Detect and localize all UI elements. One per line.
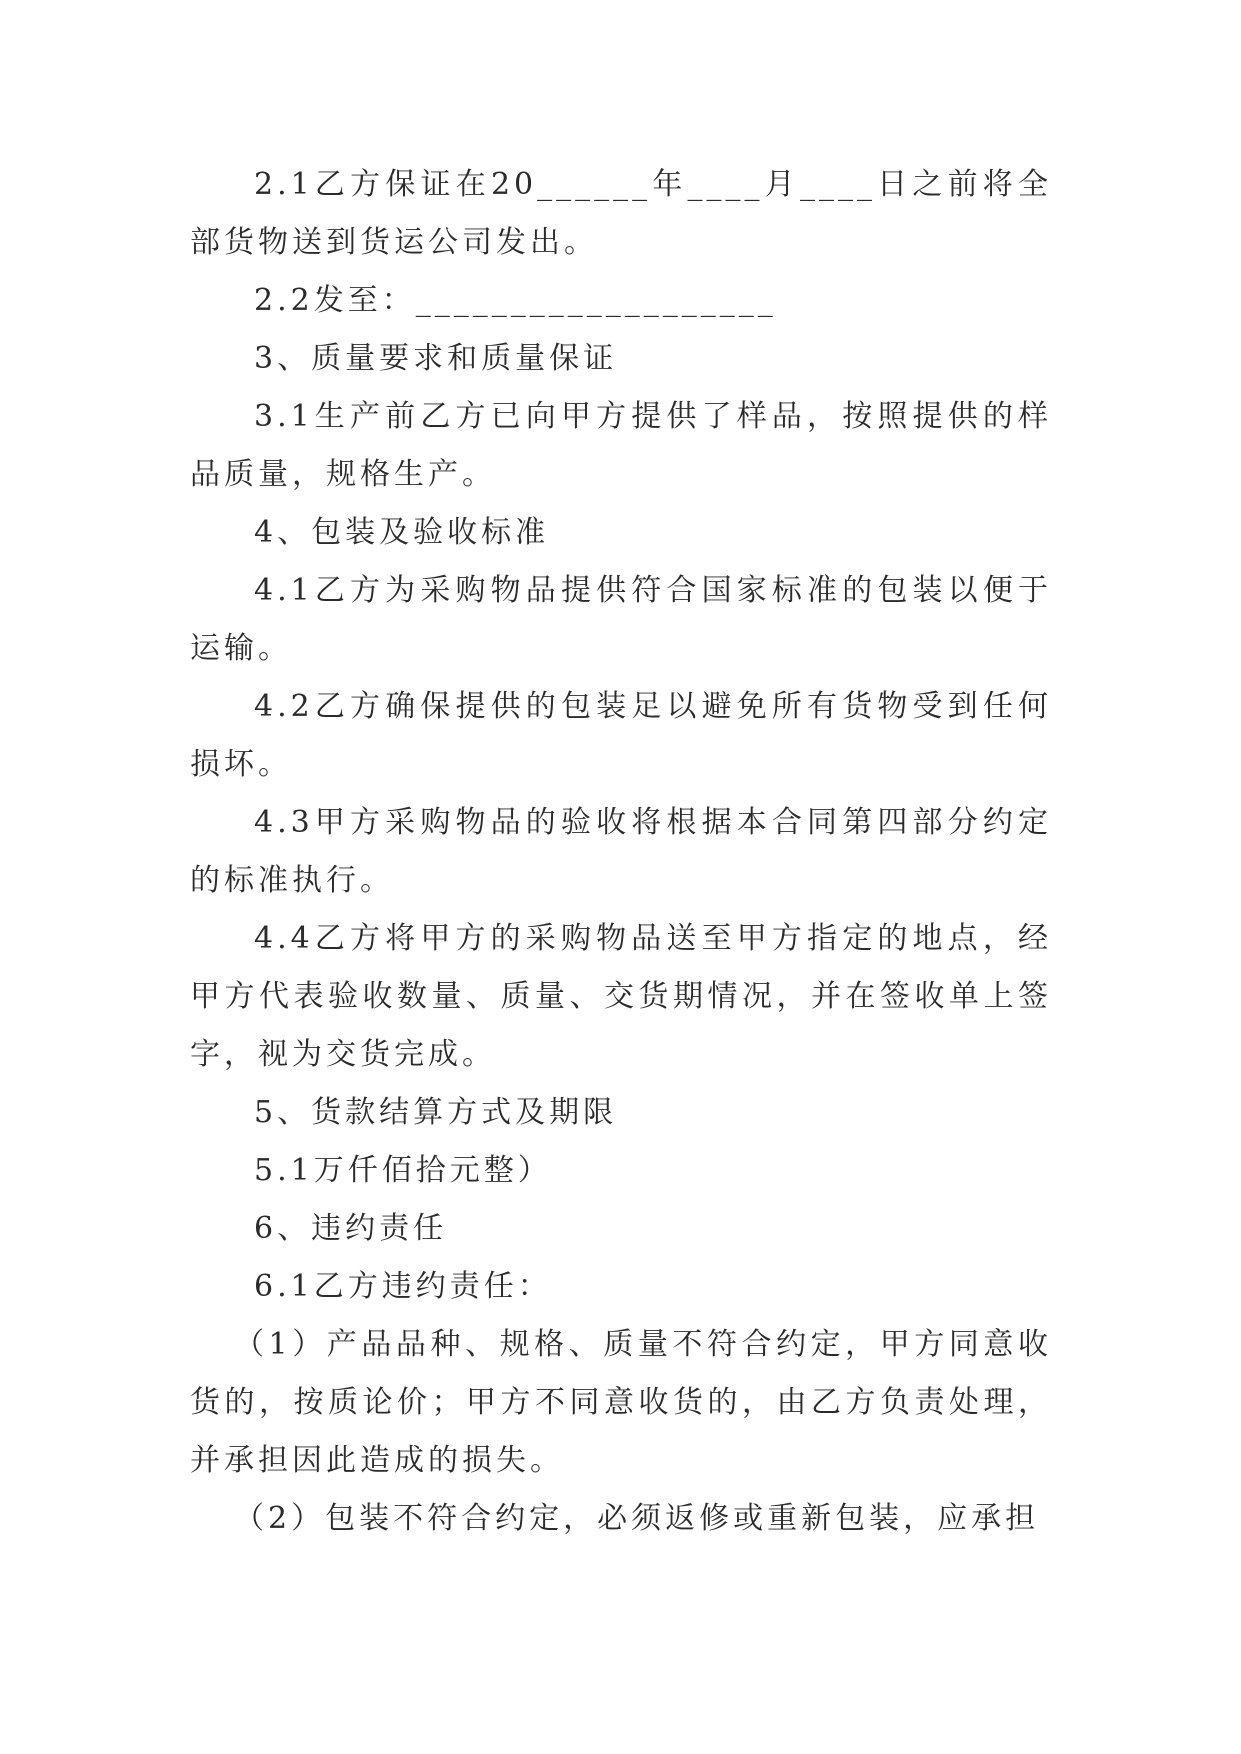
clause-2-2: 2.2发至：___________________ <box>254 283 777 318</box>
section-heading-3: 3、质量要求和质量保证 <box>254 341 618 376</box>
clause-5-1: 5.1万仟佰拾元整） <box>254 1153 552 1188</box>
clause-6-1-item-2: （2）包装不符合约定，必须返修或重新包装，应承担 <box>234 1501 1040 1536</box>
clause-4-3: 4.3甲方采购物品的验收将根据本合同第四部分约定的标准执行。 <box>190 805 1052 898</box>
clause-4-1: 4.1乙方为采购物品提供符合国家标准的包装以便于运输。 <box>190 573 1052 666</box>
section-heading-6: 6、违约责任 <box>254 1211 448 1246</box>
section-heading-4: 4、包装及验收标准 <box>254 515 550 550</box>
section-heading-5: 5、货款结算方式及期限 <box>254 1095 618 1130</box>
clause-6-1: 6.1乙方违约责任： <box>254 1269 552 1304</box>
clause-3-1: 3.1生产前乙方已向甲方提供了样品，按照提供的样品质量，规格生产。 <box>190 399 1052 492</box>
clause-4-4: 4.4乙方将甲方的采购物品送至甲方指定的地点，经甲方代表验收数量、质量、交货期情况，并在签收单上签字，视为交货完成。 <box>190 921 1052 1072</box>
document-page <box>190 156 1052 1548</box>
clause-6-1-item-1: （1）产品品种、规格、质量不符合约定，甲方同意收货的，按质论价；甲方不同意收货的，由乙方负责处理，并承担因此造成的损失。 <box>190 1327 1052 1478</box>
clause-2-1: 2.1乙方保证在20______年____月____日之前将全部货物送到货运公司发出。 <box>190 167 1052 260</box>
clause-4-2: 4.2乙方确保提供的包装足以避免所有货物受到任何损坏。 <box>190 689 1052 782</box>
